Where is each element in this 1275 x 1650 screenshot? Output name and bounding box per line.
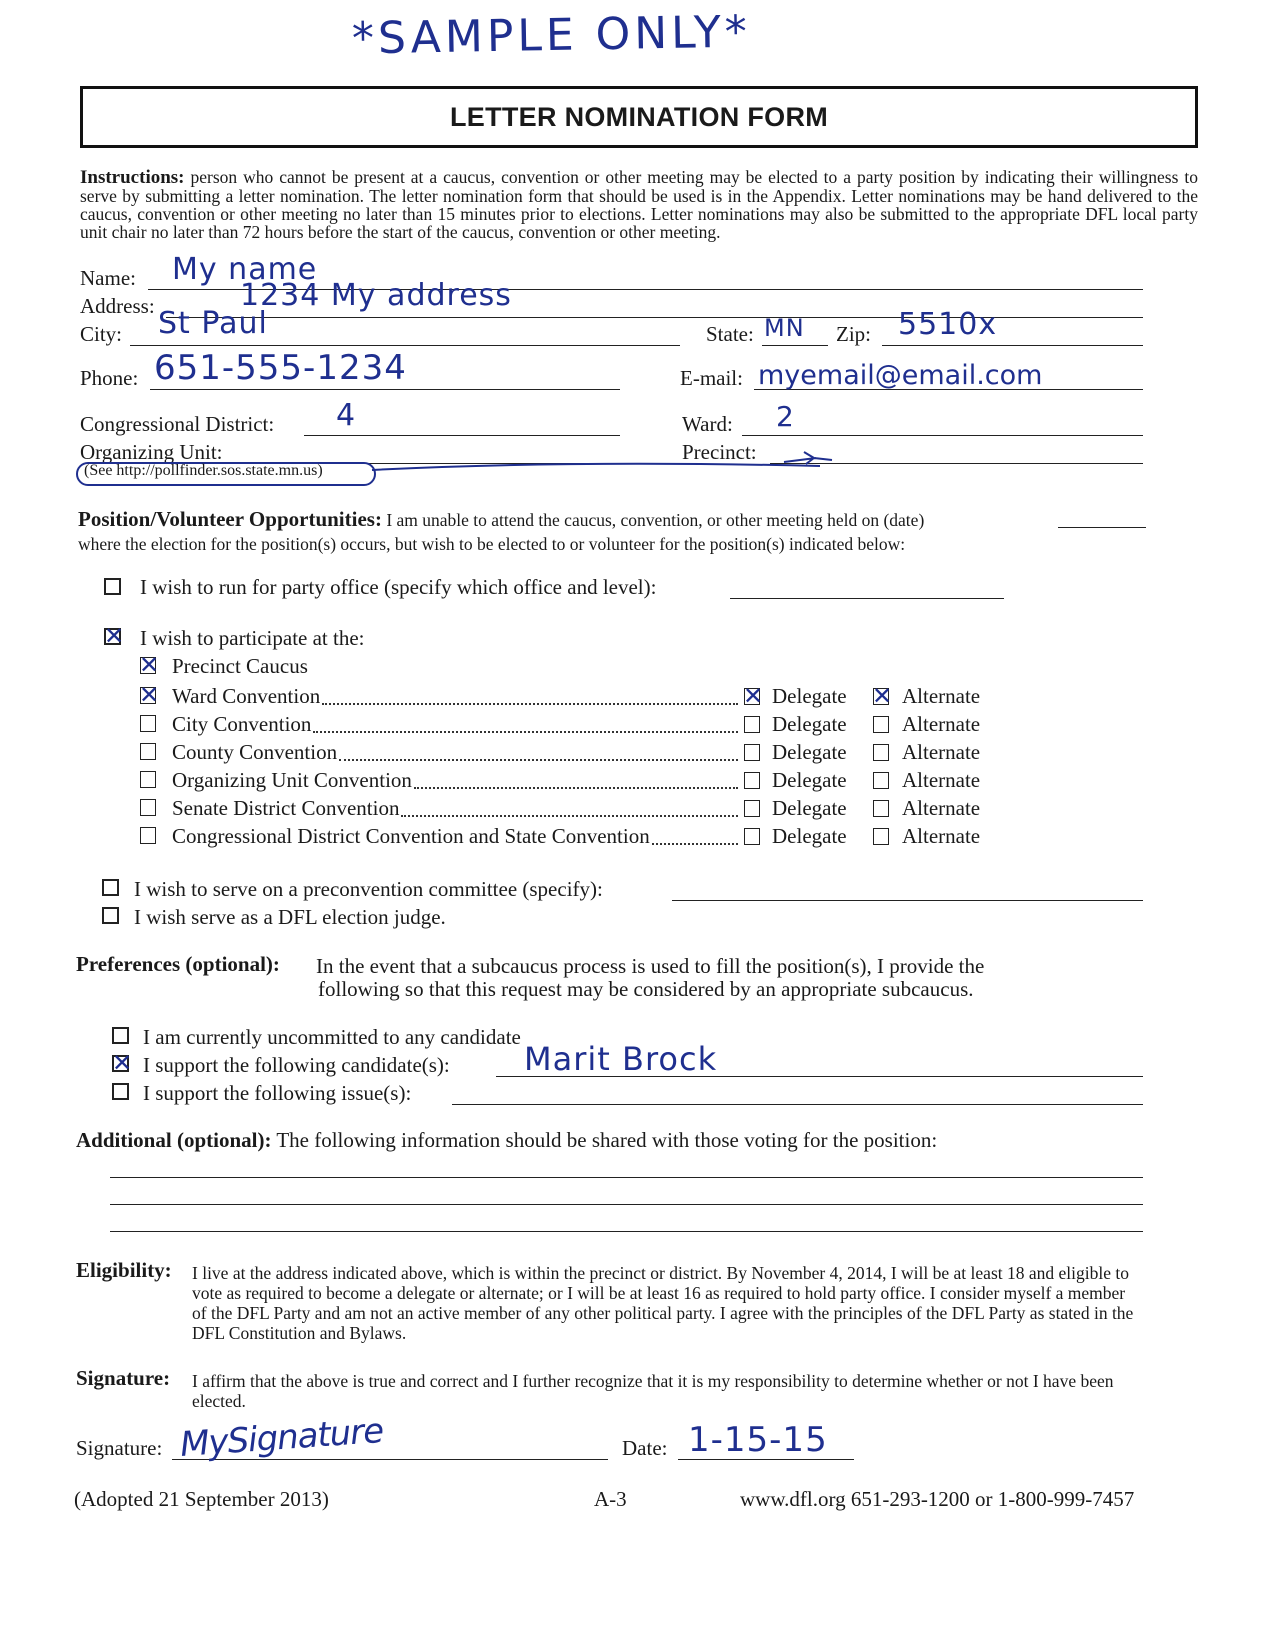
zip-line bbox=[882, 345, 1143, 346]
uncommitted-checkbox[interactable] bbox=[112, 1027, 129, 1044]
preconvention-line[interactable] bbox=[672, 900, 1143, 901]
position-text-1: I am unable to attend the caucus, convention, or other meeting held on (date) bbox=[386, 510, 925, 530]
convention-leader bbox=[652, 843, 738, 845]
alternate-checkbox[interactable] bbox=[873, 744, 889, 761]
convention-label: Congressional District Convention and State Convention bbox=[172, 824, 650, 848]
city-line bbox=[130, 345, 680, 346]
delegate-label: Delegate bbox=[772, 712, 847, 736]
signature-field[interactable]: MySignature bbox=[178, 1410, 385, 1466]
delegate-label: Delegate bbox=[772, 824, 847, 848]
state-field[interactable]: MN bbox=[764, 314, 805, 342]
eligibility-heading: Eligibility: bbox=[76, 1258, 172, 1282]
state-line bbox=[762, 345, 828, 346]
convention-label: City Convention bbox=[172, 712, 312, 736]
position-heading: Position/Volunteer Opportunities: bbox=[78, 507, 382, 531]
date-field[interactable]: 1-15-15 bbox=[688, 1420, 828, 1460]
signature-heading: Signature: bbox=[76, 1366, 171, 1390]
participate-check-mark: ✕ bbox=[104, 622, 125, 650]
alternate-label: Alternate bbox=[902, 768, 981, 792]
election-judge-checkbox[interactable] bbox=[102, 907, 119, 924]
precinct-caucus-label: Precinct Caucus bbox=[172, 654, 308, 678]
signature-text: I affirm that the above is true and correct and I further recognize that it is my responsibility to determine whether or not I have been elected. bbox=[192, 1371, 1114, 1411]
convention-leader bbox=[401, 815, 738, 817]
candidate-field[interactable]: Marit Brock bbox=[524, 1040, 718, 1078]
convention-label: County Convention bbox=[172, 740, 338, 764]
run-office-checkbox[interactable] bbox=[104, 578, 121, 595]
run-office-line[interactable] bbox=[730, 598, 1004, 599]
alternate-checkbox[interactable] bbox=[873, 772, 889, 789]
alternate-label: Alternate bbox=[902, 740, 981, 764]
convention-checkbox[interactable] bbox=[140, 743, 156, 760]
district-field[interactable]: 4 bbox=[336, 398, 357, 433]
preconvention-label: I wish to serve on a preconvention committee (specify): bbox=[134, 877, 603, 901]
uncommitted-label: I am currently uncommitted to any candidate bbox=[143, 1025, 521, 1049]
support-issue-checkbox[interactable] bbox=[112, 1083, 129, 1100]
preferences-text-1: In the event that a subcaucus process is used to fill the position(s), I provide the bbox=[316, 954, 985, 978]
delegate-checkbox[interactable] bbox=[744, 744, 760, 761]
pollfinder-pen-line bbox=[370, 458, 830, 474]
instructions bbox=[80, 168, 1198, 241]
convention-label: Senate District Convention bbox=[172, 796, 400, 820]
alternate-checkbox[interactable] bbox=[873, 716, 889, 733]
convention-checkbox[interactable] bbox=[140, 715, 156, 732]
district-line bbox=[304, 435, 620, 436]
preferences-heading: Preferences (optional): bbox=[76, 952, 280, 976]
run-office-label: I wish to run for party office (specify which office and level): bbox=[140, 575, 657, 599]
state-label: State: bbox=[706, 322, 754, 346]
convention-leader bbox=[414, 787, 738, 789]
additional-line-2[interactable] bbox=[110, 1204, 1143, 1205]
name-field[interactable]: My name bbox=[172, 252, 318, 287]
delegate-label: Delegate bbox=[772, 740, 847, 764]
delegate-checkbox[interactable] bbox=[744, 716, 760, 733]
convention-label: Ward Convention bbox=[172, 684, 321, 708]
phone-line bbox=[150, 389, 620, 390]
phone-field[interactable]: 651-555-1234 bbox=[154, 348, 407, 388]
additional-line-3[interactable] bbox=[110, 1231, 1143, 1232]
address-label: Address: bbox=[80, 294, 155, 318]
additional-heading: Additional (optional): bbox=[76, 1128, 272, 1152]
support-issue-label: I support the following issue(s): bbox=[143, 1081, 412, 1105]
address-field[interactable]: 1234 My address bbox=[240, 278, 512, 313]
organizing-unit-label: Organizing Unit: bbox=[80, 440, 223, 464]
delegate-check-mark: ✕ bbox=[743, 682, 764, 710]
alternate-check-mark: ✕ bbox=[872, 682, 893, 710]
alternate-checkbox[interactable] bbox=[873, 800, 889, 817]
ward-label: Ward: bbox=[682, 412, 733, 436]
pollfinder-note: (See http://pollfinder.sos.state.mn.us) bbox=[84, 462, 323, 479]
precinct-label: Precinct: bbox=[682, 440, 757, 464]
date-line[interactable] bbox=[1058, 527, 1146, 528]
preferences-text-2: following so that this request may be considered by an appropriate subcaucus. bbox=[318, 977, 974, 1001]
signature-label: Signature: bbox=[76, 1436, 163, 1460]
form-title-box bbox=[80, 86, 1198, 148]
contact-info: www.dfl.org 651-293-1200 or 1-800-999-7457 bbox=[740, 1487, 1135, 1511]
convention-checkbox[interactable] bbox=[140, 799, 156, 816]
instructions-text: person who cannot be present at a caucus, convention or other meeting may be elected to a party position by indicating their willingness to serve by submitting a letter nomination. The letter nomination form that should be used is in the Appendix. Letter nominations may be hand delivered to the caucus, convention or other meeting no later than 15 minutes prior to elections. Letter nominations may also be submitted to the appropriate DFL local party unit chair no later than 72 hours before the start of the caucus, convention or other meeting. bbox=[80, 167, 1198, 242]
convention-label: Organizing Unit Convention bbox=[172, 768, 412, 792]
additional-text: The following information should be shared with those voting for the position: bbox=[276, 1128, 938, 1152]
phone-label: Phone: bbox=[80, 366, 139, 390]
ward-line bbox=[742, 435, 1143, 436]
alternate-checkbox[interactable] bbox=[873, 828, 889, 845]
issue-line[interactable] bbox=[452, 1104, 1143, 1105]
delegate-label: Delegate bbox=[772, 768, 847, 792]
delegate-checkbox[interactable] bbox=[744, 800, 760, 817]
zip-field[interactable]: 5510x bbox=[898, 307, 998, 342]
date-label: Date: bbox=[622, 1436, 668, 1460]
additional-row bbox=[76, 1128, 937, 1153]
convention-check-mark: ✕ bbox=[139, 681, 160, 709]
preconvention-checkbox[interactable] bbox=[102, 879, 119, 896]
participate-label: I wish to participate at the: bbox=[140, 626, 365, 650]
position-intro bbox=[78, 508, 1148, 531]
alternate-label: Alternate bbox=[902, 796, 981, 820]
zip-label: Zip: bbox=[836, 322, 871, 346]
convention-checkbox[interactable] bbox=[140, 827, 156, 844]
support-candidate-label: I support the following candidate(s): bbox=[143, 1053, 450, 1077]
delegate-label: Delegate bbox=[772, 684, 847, 708]
eligibility-text: I live at the address indicated above, which is within the precinct or district. By November 4, 2014, I will be at least 18 and eligible to vote as required to become a delegate or alternate; or I will be at least 16 as required to hold party office. I consider myself a member of the DFL Party and am not an active member of any other political party. I agree with the principles of the DFL Party as stated in the DFL Constitution and Bylaws. bbox=[192, 1263, 1134, 1343]
email-field[interactable]: myemail@email.com bbox=[758, 360, 1043, 391]
ward-field[interactable]: 2 bbox=[776, 400, 795, 433]
alternate-label: Alternate bbox=[902, 824, 981, 848]
instructions-label: Instructions: bbox=[80, 167, 185, 188]
alternate-label: Alternate bbox=[902, 712, 981, 736]
delegate-checkbox[interactable] bbox=[744, 828, 760, 845]
sample-stamp: *SAMPLE ONLY* bbox=[351, 6, 752, 65]
delegate-checkbox[interactable] bbox=[744, 772, 760, 789]
adopted-note: (Adopted 21 September 2013) bbox=[74, 1487, 329, 1511]
form-title: LETTER NOMINATION FORM bbox=[449, 101, 829, 132]
election-judge-label: I wish serve as a DFL election judge. bbox=[134, 905, 446, 929]
city-field[interactable]: St Paul bbox=[158, 306, 268, 341]
city-label: City: bbox=[80, 322, 123, 346]
name-label: Name: bbox=[80, 266, 136, 290]
support-candidate-check-mark: ✕ bbox=[112, 1049, 133, 1077]
delegate-label: Delegate bbox=[772, 796, 847, 820]
convention-leader bbox=[313, 731, 738, 733]
convention-checkbox[interactable] bbox=[140, 771, 156, 788]
district-label: Congressional District: bbox=[80, 412, 275, 436]
alternate-label: Alternate bbox=[902, 684, 981, 708]
convention-leader bbox=[339, 759, 738, 761]
precinct-caucus-check-mark: ✕ bbox=[139, 651, 160, 679]
position-text-2: where the election for the position(s) occurs, but wish to be elected to or volunteer for the position(s) indicated below: bbox=[78, 534, 906, 554]
email-label: E-mail: bbox=[680, 366, 743, 390]
page-number: A-3 bbox=[594, 1487, 627, 1511]
convention-leader bbox=[322, 703, 738, 705]
additional-line-1[interactable] bbox=[110, 1177, 1143, 1178]
